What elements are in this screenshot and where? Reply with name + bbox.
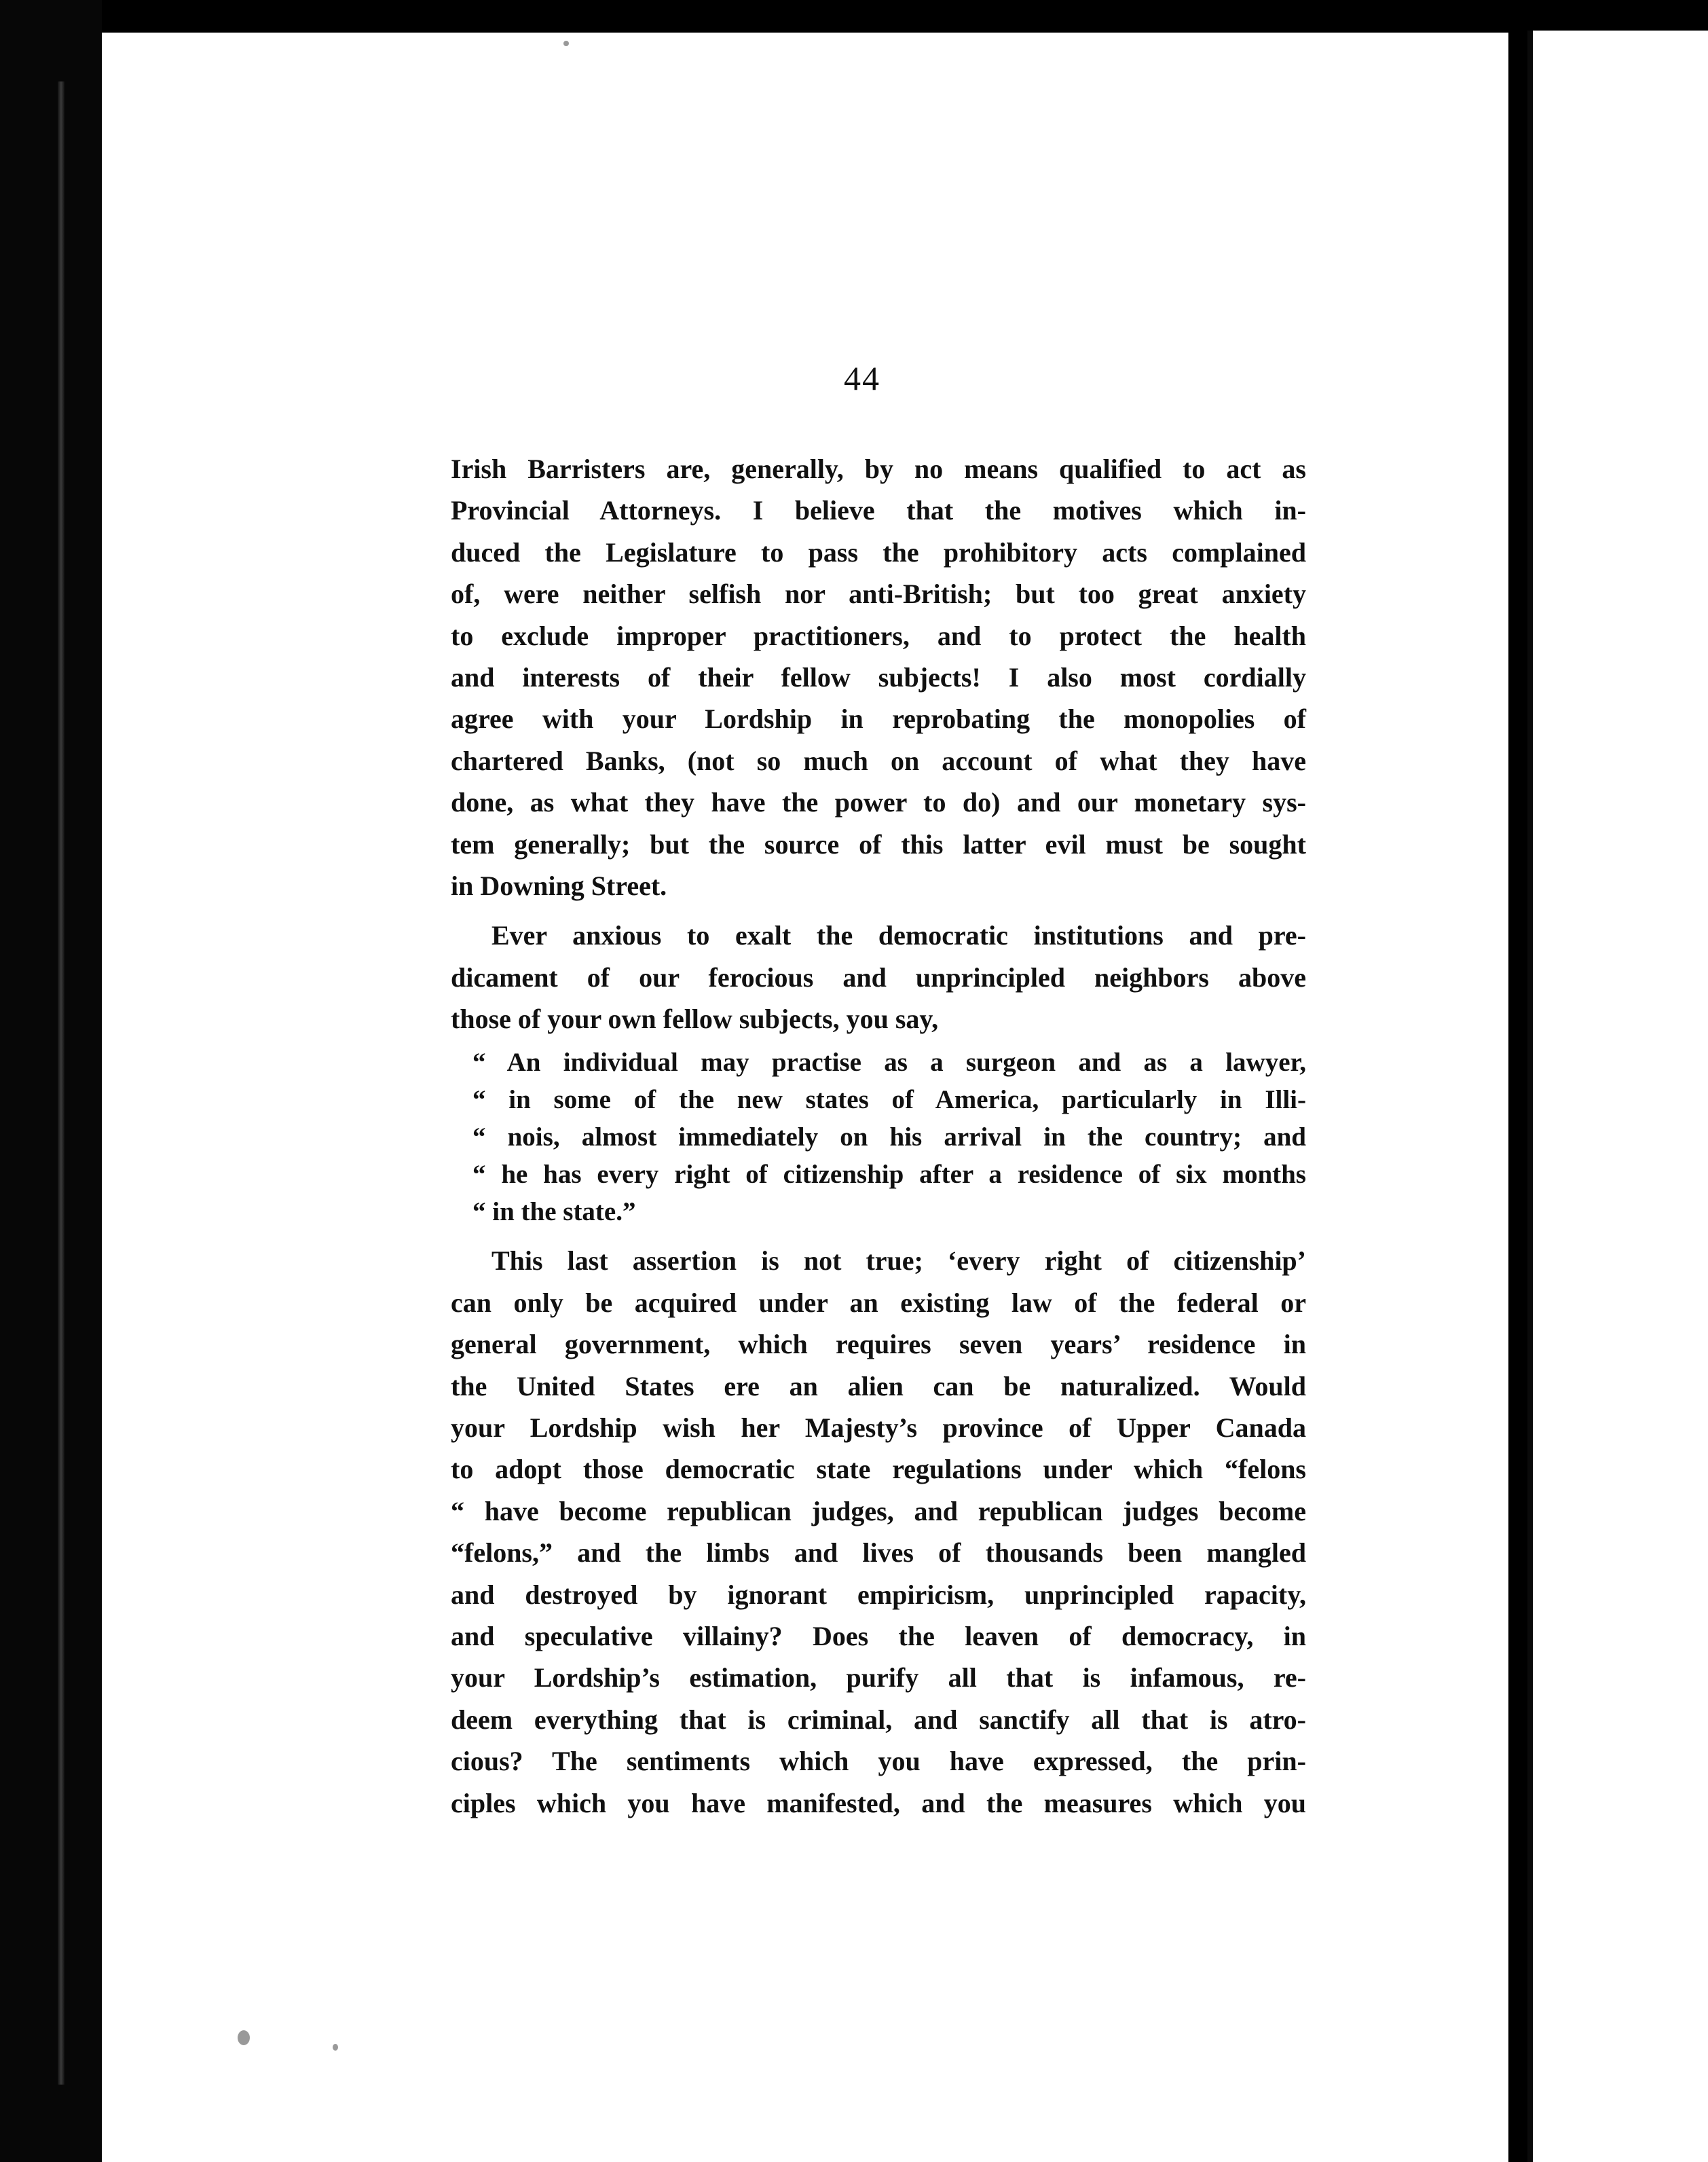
quote-line: “ he has every right of citizenship after a residence of six months (472, 1160, 1306, 1190)
scan-speck (238, 2030, 250, 2045)
text-line: general government, which requires seven years’ residence in (451, 1329, 1306, 1360)
text-line: and interests of their fellow subjects! I also most cordially (451, 661, 1306, 693)
scan-top-edge (0, 0, 1708, 34)
text-line: and destroyed by ignorant empiricism, unprincipled rapacity, (451, 1579, 1306, 1610)
quote-line: “ in some of the new states of America, particularly in Illi- (472, 1085, 1306, 1115)
text-line: Provincial Attorneys. I believe that the motives which in- (451, 495, 1306, 526)
text-line: your Lordship’s estimation, purify all that is infamous, re- (451, 1662, 1306, 1693)
text-line: dicament of our ferocious and unprincipled neighbors above (451, 961, 1306, 993)
binding-line (58, 81, 64, 2085)
text-line: tem generally; but the source of this latter evil must be sought (451, 828, 1306, 860)
text-line: “ have become republican judges, and republican judges become (451, 1495, 1306, 1526)
text-line: done, as what they have the power to do) and our monetary sys- (451, 787, 1306, 818)
book-spine-edge (0, 0, 102, 2162)
text-line: Irish Barristers are, generally, by no means qualified to act as (451, 454, 1306, 484)
text-line: chartered Banks, (not so much on account of what they have (451, 745, 1306, 776)
text-line: “felons,” and the limbs and lives of thousands been mangled (451, 1537, 1306, 1569)
quote-line: “ in the state.” (472, 1197, 636, 1227)
text-line: your Lordship wish her Majesty’s province of Upper Canada (451, 1412, 1306, 1444)
body-text (451, 448, 1306, 1824)
facing-page-border (1527, 31, 1533, 2162)
text-line: of, were neither selfish nor anti-British; but too great anxiety (451, 579, 1306, 610)
text-line: duced the Legislature to pass the prohibitory acts complained (451, 536, 1306, 568)
quote-line: “ nois, almost immediately on his arrival in the country; and (472, 1122, 1306, 1152)
scan-speck (333, 2044, 338, 2051)
text-line: in Downing Street. (451, 870, 667, 901)
block-quote (451, 1044, 1306, 1230)
text-line: cious? The sentiments which you have expressed, the prin- (451, 1746, 1306, 1777)
page-number: 44 (844, 359, 880, 397)
text-line: can only be acquired under an existing law of the federal or (451, 1287, 1306, 1318)
paragraph-gap (451, 906, 1306, 915)
text-line: ciples which you have manifested, and the measures which you (451, 1787, 1306, 1818)
quote-line: “ An individual may practise as a surgeon and as a lawyer, (472, 1048, 1306, 1078)
text-line: deem everything that is criminal, and sanctify all that is atro- (451, 1704, 1306, 1735)
paragraph-1 (451, 448, 1306, 906)
page-gutter (1508, 0, 1527, 2162)
scan-speck (563, 41, 569, 46)
text-line: This last assertion is not true; ‘every right of citizenship’ (491, 1245, 1306, 1277)
paragraph-2 (451, 915, 1306, 1040)
text-line: and speculative villainy? Does the leaven of democracy, in (451, 1620, 1306, 1651)
text-line: the United States ere an alien can be naturalized. Would (451, 1370, 1306, 1401)
text-line: agree with your Lordship in reprobating the monopolies of (451, 703, 1306, 735)
text-line: those of your own fellow subjects, you say, (451, 1004, 939, 1035)
paragraph-3 (451, 1240, 1306, 1823)
text-line: to adopt those democratic state regulations under which “felons (451, 1454, 1306, 1485)
text-line: Ever anxious to exalt the democratic institutions and pre- (491, 920, 1306, 951)
facing-page-edge (1527, 31, 1708, 2162)
text-line: to exclude improper practitioners, and to protect the health (451, 620, 1306, 651)
